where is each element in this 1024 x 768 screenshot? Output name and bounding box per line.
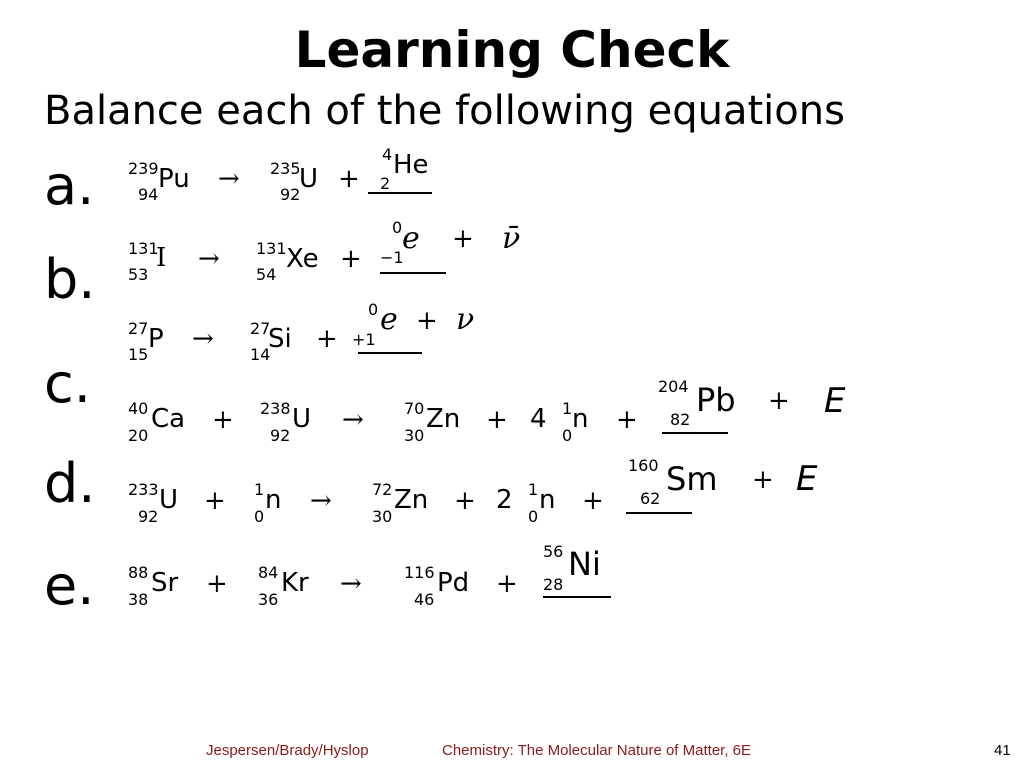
atomic-number: 92 [280,185,301,204]
plus-sign: + [582,486,604,516]
plus-sign: + [204,486,226,516]
answer-blank [626,512,692,514]
arrow: → [342,405,364,435]
mass-number: 0 [392,218,403,237]
plus-sign: + [338,164,360,194]
label-c: c. [44,352,91,415]
atomic-number: 94 [138,185,159,204]
slide-number: 41 [994,742,1011,759]
mass-number: 160 [628,456,659,475]
atomic-number: 28 [543,575,564,594]
slide-title: Learning Check [294,21,730,79]
element-symbol: U [159,485,179,515]
arrow: → [310,486,332,516]
atomic-number: 0 [254,507,265,526]
positron-symbol: e [380,302,398,337]
atomic-number: 53 [128,265,149,284]
element-symbol: Sm [666,460,718,498]
atomic-number: 20 [128,426,149,445]
plus-sign: + [752,465,774,495]
element-symbol: U [292,404,312,434]
label-b: b. [44,248,96,311]
mass-number: 27 [128,319,149,338]
electron-symbol: e [402,221,420,256]
atomic-number: 38 [128,590,149,609]
atomic-number: 92 [270,426,291,445]
footer-book-title: Chemistry: The Molecular Nature of Matter, 6E [442,742,752,759]
element-symbol: n [265,485,282,515]
arrow: → [192,324,214,354]
atomic-number: 0 [562,426,573,445]
atomic-number: 0 [528,507,539,526]
energy-symbol: E [824,381,846,421]
element-symbol: n [539,485,556,515]
label-e: e. [44,554,95,617]
element-symbol: Pb [696,381,736,419]
mass-number: 56 [543,542,564,561]
label-d: d. [44,452,96,515]
mass-number: 40 [128,399,149,418]
element-symbol: Sr [151,568,179,598]
plus-sign: + [486,405,508,435]
element-symbol: Kr [281,568,309,598]
mass-number: 84 [258,563,279,582]
plus-sign: + [212,405,234,435]
element-symbol: U [299,164,319,194]
answer-blank [380,272,446,274]
element-symbol: n [572,404,589,434]
element-symbol: I [156,243,167,273]
plus-sign: + [616,405,638,435]
mass-number: 235 [270,159,301,178]
mass-number: 238 [260,399,291,418]
mass-number: 1 [562,399,573,418]
arrow: → [198,244,220,274]
footer-authors: Jespersen/Brady/Hyslop [206,742,369,759]
plus-sign: + [206,569,228,599]
mass-number: 72 [372,480,393,499]
mass-number: 239 [128,159,159,178]
coefficient: 2 [496,485,513,515]
mass-number: 131 [128,239,159,258]
mass-number: 233 [128,480,159,499]
slide-subtitle: Balance each of the following equations [44,88,845,134]
mass-number: 1 [254,480,265,499]
mass-number: 88 [128,563,149,582]
mass-number: 27 [250,319,271,338]
coefficient: 4 [530,404,547,434]
element-symbol: Xe [286,244,319,274]
mass-number: 131 [256,239,287,258]
atomic-number: 92 [138,507,159,526]
arrow: → [218,164,240,194]
element-symbol: Si [268,324,292,354]
arrow: → [340,569,362,599]
atomic-number: 30 [404,426,425,445]
atomic-number: 62 [640,489,661,508]
answer-blank [358,352,422,354]
atomic-number: −1 [380,248,404,267]
mass-number: 4 [382,145,393,164]
plus-sign: + [340,244,362,274]
atomic-number: 46 [414,590,435,609]
answer-blank [543,596,611,598]
element-symbol: P [148,324,164,354]
answer-blank [368,192,432,194]
plus-sign: + [452,224,474,254]
atomic-number: 54 [256,265,277,284]
answer-blank [662,432,728,434]
element-symbol: He [393,150,429,180]
element-symbol: Zn [426,404,461,434]
mass-number: 0 [368,300,379,319]
element-symbol: Pu [158,164,190,194]
mass-number: 1 [528,480,539,499]
element-symbol: Zn [394,485,429,515]
atomic-number: 15 [128,345,149,364]
antineutrino-symbol: ν̄ [502,221,521,256]
atomic-number: 30 [372,507,393,526]
neutrino-symbol: ν [456,302,475,337]
plus-sign: + [316,324,338,354]
atomic-number: 36 [258,590,279,609]
energy-symbol: E [796,459,818,499]
mass-number: 204 [658,377,689,396]
mass-number: 116 [404,563,435,582]
element-symbol: Pd [437,568,470,598]
plus-sign: + [496,569,518,599]
mass-number: 70 [404,399,425,418]
atomic-number: 14 [250,345,271,364]
plus-sign: + [454,486,476,516]
atomic-number: 2 [380,174,391,193]
atomic-number: +1 [352,330,376,349]
label-a: a. [44,154,95,217]
element-symbol: Ni [568,545,601,583]
element-symbol: Ca [151,404,186,434]
plus-sign: + [416,306,438,336]
atomic-number: 82 [670,410,691,429]
plus-sign: + [768,386,790,416]
